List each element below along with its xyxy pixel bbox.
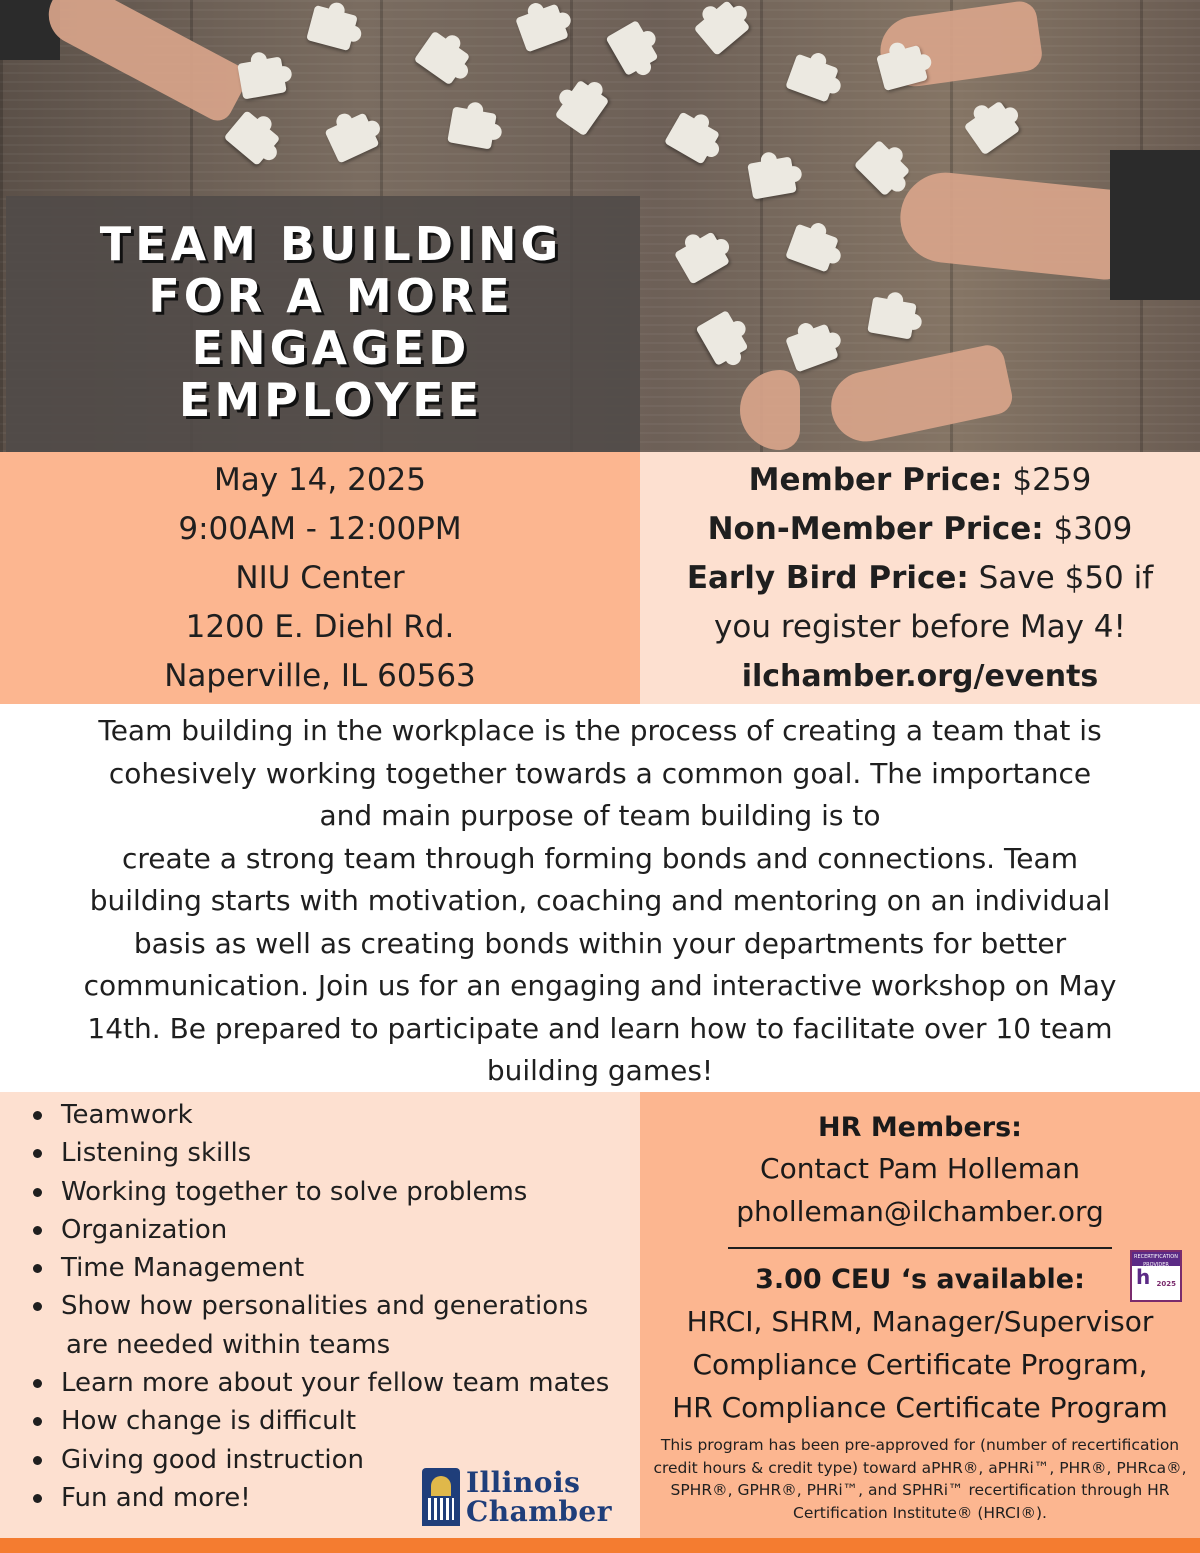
nonmember-price bbox=[640, 505, 1200, 554]
puzzle-piece-icon bbox=[854, 140, 911, 197]
early-bird-label: Early Bird Price: bbox=[686, 560, 969, 596]
hand-shape bbox=[825, 342, 1016, 448]
hand-shape bbox=[896, 168, 1134, 282]
event-title bbox=[46, 218, 616, 426]
topics-list bbox=[30, 1096, 609, 1517]
title-line: FOR A MORE bbox=[148, 269, 514, 323]
topics-panel bbox=[0, 1092, 640, 1538]
puzzle-piece-icon bbox=[324, 112, 379, 163]
divider bbox=[728, 1247, 1112, 1249]
puzzle-piece-icon bbox=[747, 156, 797, 199]
list-item: Organization bbox=[30, 1211, 609, 1249]
description-line: basis as well as creating bonds within your departments for better bbox=[133, 926, 1067, 960]
description-line: and main purpose of team building is to bbox=[319, 799, 881, 832]
hand-shape bbox=[740, 370, 800, 450]
puzzle-piece-icon bbox=[867, 296, 917, 339]
event-city: Naperville, IL 60563 bbox=[164, 658, 476, 694]
puzzle-piece-icon bbox=[605, 20, 658, 76]
program-line: Compliance Certificate Program, bbox=[692, 1348, 1148, 1381]
nonmember-price-value: $309 bbox=[1053, 511, 1133, 547]
hand-shape bbox=[38, 0, 252, 126]
list-item: Working together to solve problems bbox=[30, 1173, 609, 1211]
member-price bbox=[640, 456, 1200, 505]
badge-label: RECERTIFICATION PROVIDER bbox=[1133, 1254, 1178, 1268]
puzzle-piece-icon bbox=[447, 106, 497, 149]
member-price-value: $259 bbox=[1012, 462, 1092, 498]
list-item-text: Show how personalities and generations bbox=[61, 1291, 589, 1322]
badge-year: 2025 bbox=[1156, 1280, 1176, 1288]
puzzle-piece-icon bbox=[664, 111, 720, 164]
badge-letter: h bbox=[1136, 1265, 1151, 1289]
hr-panel bbox=[640, 1092, 1200, 1538]
puzzle-piece-icon bbox=[515, 4, 569, 53]
puzzle-piece-icon bbox=[964, 101, 1021, 156]
puzzle-piece-icon bbox=[785, 224, 839, 273]
puzzle-piece-icon bbox=[674, 231, 730, 284]
puzzle-piece-icon bbox=[785, 324, 839, 373]
description-line: communication. Join us for an engaging and interactive workshop on May bbox=[83, 969, 1117, 1002]
early-bird-value: Save $50 if bbox=[978, 560, 1154, 596]
event-address: 1200 E. Diehl Rd. bbox=[185, 609, 455, 645]
hero-image bbox=[0, 0, 1200, 452]
capitol-dome-icon bbox=[422, 1468, 460, 1526]
puzzle-piece-icon bbox=[414, 31, 471, 86]
puzzle-piece-icon bbox=[555, 80, 610, 137]
puzzle-piece-icon bbox=[695, 310, 748, 366]
hrci-disclaimer: This program has been pre-approved for (number of recertification credit hours & credit type) toward aPHR®, aPHRi™, PHR®, PHRca®, SPHR®, GPHR®, PHRi™, and SPHRi™ recertification through HR Certification Institute® (HRCI®). bbox=[653, 1436, 1187, 1522]
description-line: cohesively working together towards a common goal. The importance bbox=[108, 756, 1092, 790]
title-line: ENGAGED bbox=[191, 321, 471, 375]
early-bird-note: you register before May 4! bbox=[714, 609, 1126, 645]
ceu-programs bbox=[640, 1300, 1200, 1429]
list-item: Time Management bbox=[30, 1249, 609, 1287]
event-time: 9:00AM - 12:00PM bbox=[178, 511, 462, 547]
program-line: HRCI, SHRM, Manager/Supervisor bbox=[686, 1305, 1154, 1338]
ceu-heading: 3.00 CEU ‘s available: bbox=[755, 1264, 1085, 1295]
puzzle-piece-icon bbox=[237, 56, 287, 99]
description-line: create a strong team through forming bonds and connections. Team bbox=[122, 841, 1078, 875]
puzzle-piece-icon bbox=[785, 54, 839, 103]
hr-contact: Contact Pam Holleman bbox=[760, 1152, 1080, 1185]
description-line: building starts with motivation, coaching and mentoring on an individual bbox=[89, 884, 1111, 917]
hrci-badge-icon bbox=[1130, 1250, 1182, 1302]
logo-text bbox=[466, 1468, 612, 1526]
list-item: Giving good instruction bbox=[30, 1441, 609, 1479]
description-line: building games! bbox=[486, 1054, 714, 1087]
title-line: EMPLOYEE bbox=[178, 373, 484, 427]
description-line: 14th. Be prepared to participate and learn how to facilitate over 10 team bbox=[87, 1011, 1113, 1045]
sleeve-shape bbox=[1110, 150, 1200, 300]
list-item: Teamwork bbox=[30, 1096, 609, 1134]
pricing-panel bbox=[640, 452, 1200, 704]
logo-line-2: Chamber bbox=[465, 1495, 612, 1528]
list-item bbox=[30, 1287, 609, 1364]
list-item: Listening skills bbox=[30, 1134, 609, 1172]
program-line: HR Compliance Certificate Program bbox=[672, 1391, 1168, 1424]
description bbox=[0, 704, 1200, 1092]
puzzle-piece-icon bbox=[224, 110, 281, 166]
event-date: May 14, 2025 bbox=[214, 462, 426, 498]
illinois-chamber-logo bbox=[422, 1466, 612, 1528]
hr-title: HR Members: bbox=[818, 1112, 1022, 1143]
title-line: TEAM BUILDING bbox=[99, 217, 563, 271]
puzzle-piece-icon bbox=[306, 5, 358, 51]
list-item: Learn more about your fellow team mates bbox=[30, 1364, 609, 1402]
early-bird-price bbox=[640, 554, 1200, 603]
hr-email[interactable]: pholleman@ilchamber.org bbox=[736, 1195, 1104, 1228]
member-price-label: Member Price: bbox=[748, 462, 1003, 498]
list-item: Fun and more! bbox=[30, 1479, 609, 1517]
logo-line-1: Illinois bbox=[465, 1466, 581, 1499]
list-item: How change is difficult bbox=[30, 1402, 609, 1440]
event-details bbox=[0, 452, 640, 704]
title-box bbox=[6, 196, 640, 452]
puzzle-piece-icon bbox=[694, 0, 751, 56]
description-line: Team building in the workplace is the process of creating a team that is bbox=[98, 714, 1102, 747]
list-item-continuation: are needed within teams bbox=[66, 1329, 391, 1360]
nonmember-price-label: Non-Member Price: bbox=[707, 511, 1044, 547]
event-venue: NIU Center bbox=[235, 560, 405, 596]
events-link[interactable]: ilchamber.org/events bbox=[741, 659, 1099, 694]
bottom-bar bbox=[0, 1538, 1200, 1553]
